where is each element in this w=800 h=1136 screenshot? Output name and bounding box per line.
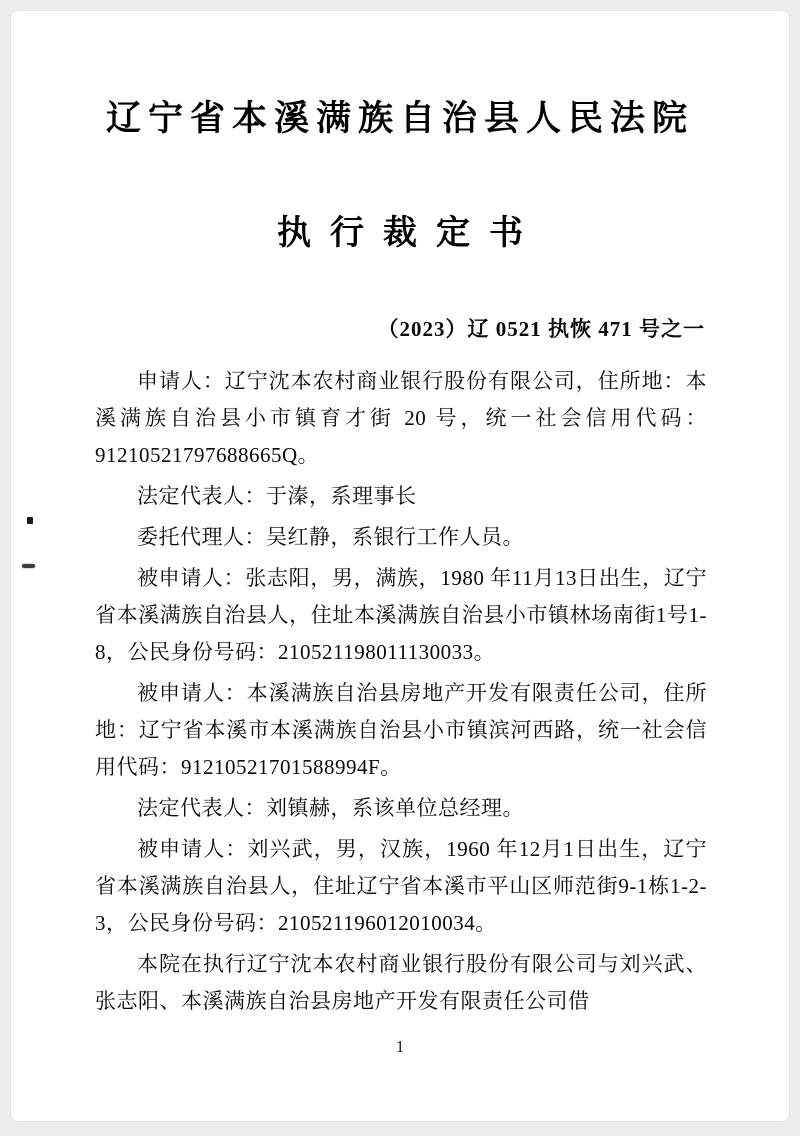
page-number: 1 <box>395 1037 405 1056</box>
scan-artifact-dot <box>27 517 33 524</box>
paragraph-entrusted-agent: 委托代理人：吴红静，系银行工作人员。 <box>137 524 524 549</box>
paragraph-applicant: 申请人：辽宁沈本农村商业银行股份有限公司，住所地：本溪满族自治县小市镇育才街 20 号，统一社会信用代码：91210521797688665Q。 <box>95 368 707 467</box>
document-body <box>11 363 789 1020</box>
paragraph-legal-representative-respondent: 法定代表人：刘镇赫，系该单位总经理。 <box>137 795 524 820</box>
paragraph-respondent-2: 被申请人：本溪满族自治县房地产开发有限责任公司，住所地：辽宁省本溪市本溪满族自治县小市镇滨河西路，统一社会信用代码：91210521701588994F。 <box>95 680 707 779</box>
scan-artifact-dash <box>22 564 35 568</box>
paragraph-case-introduction: 本院在执行辽宁沈本农村商业银行股份有限公司与刘兴武、张志阳、本溪满族自治县房地产开发有限责任公司借 <box>95 951 707 1013</box>
paragraph-respondent-1: 被申请人：张志阳，男，满族，1980 年11月13日出生，辽宁省本溪满族自治县人，住址本溪满族自治县小市镇林场南街1号1-8，公民身份号码：210521198011130033。 <box>95 565 707 664</box>
document-page <box>10 10 790 1122</box>
court-title: 辽宁省本溪满族自治县人民法院 <box>105 99 694 138</box>
case-number: （2023）辽 0521 执恢 471 号之一 <box>377 316 705 341</box>
document-title: 执行裁定书 <box>277 215 542 253</box>
paragraph-legal-representative-applicant: 法定代表人：于溱，系理事长 <box>137 483 417 508</box>
paragraph-respondent-3: 被申请人：刘兴武，男，汉族，1960 年12月1日出生，辽宁省本溪满族自治县人，住址辽宁省本溪市平山区师范街9-1栋1-2-3，公民身份号码：210521196012010034。 <box>95 836 707 935</box>
